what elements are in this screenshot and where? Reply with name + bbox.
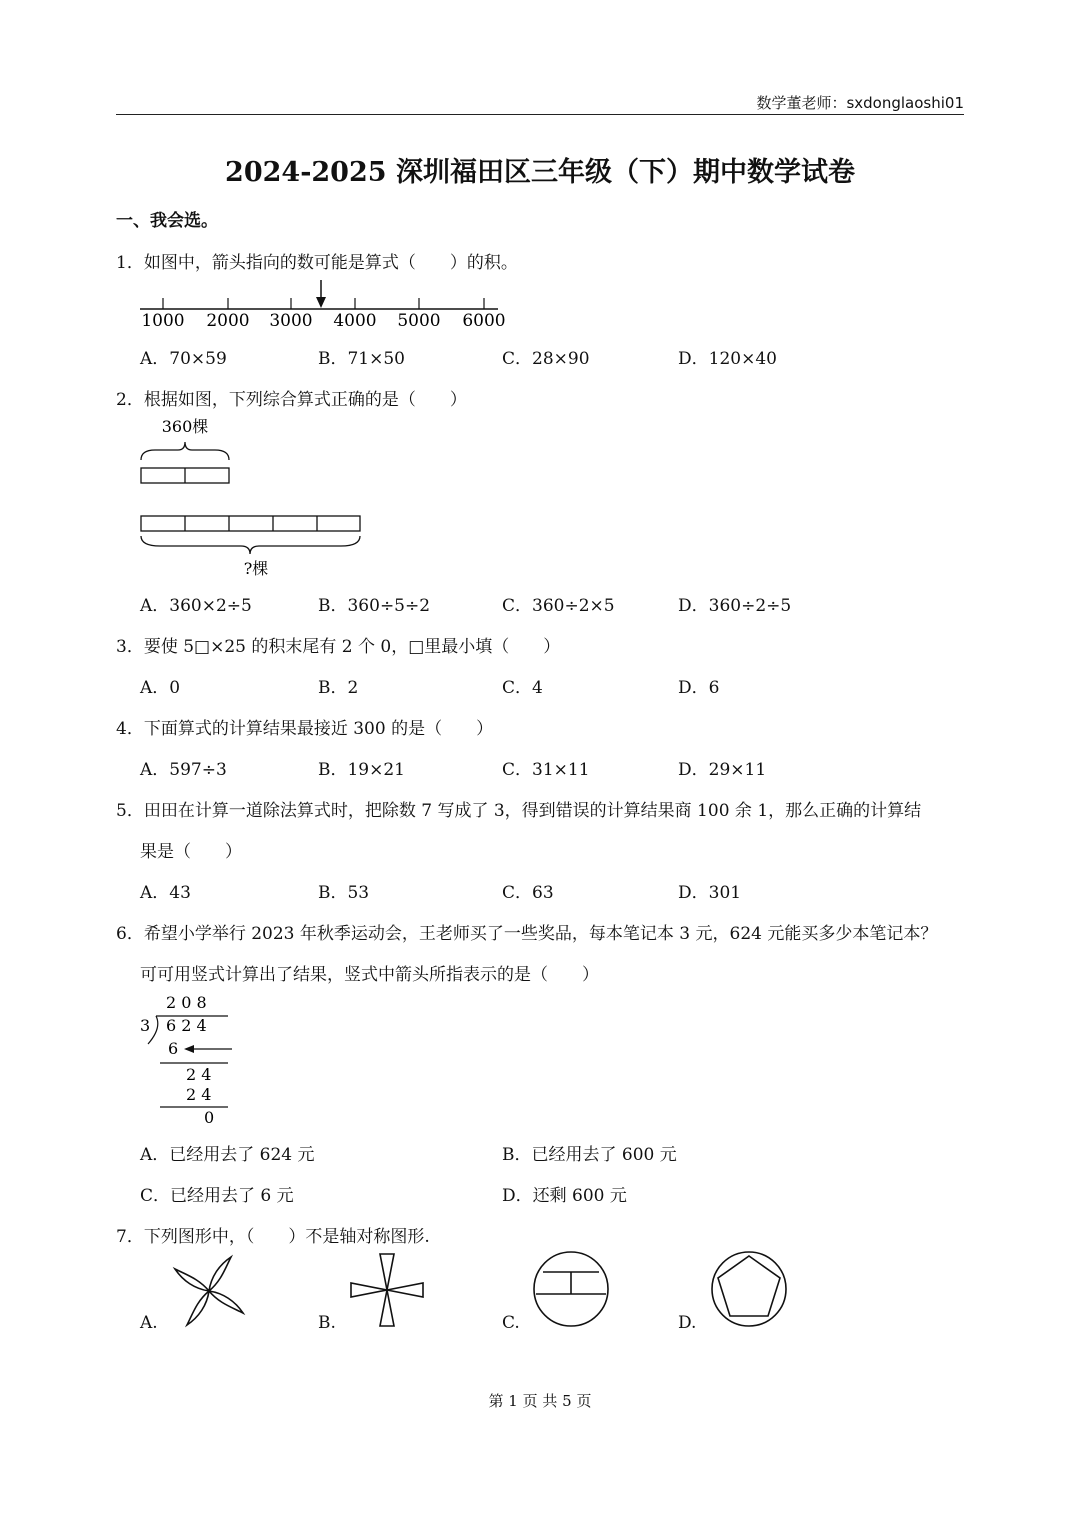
option-c[interactable]: C．63 [502,883,554,903]
option-c[interactable]: C. [502,1313,520,1333]
option-b[interactable]: B．360÷5÷2 [318,596,431,616]
option-a[interactable]: A．0 [140,678,181,698]
option-c[interactable]: C．31×11 [502,760,590,780]
tick-label: 4000 [333,311,377,330]
tick-label: 1000 [141,311,185,330]
option-a[interactable]: A．70×59 [140,349,227,369]
question-3: 3．要使 5□×25 的积末尾有 2 个 0，□里最小填（ ） [116,637,561,657]
step2-product: 2 4 [186,1085,212,1104]
tick-label: 2000 [206,311,250,330]
bottom-brace [141,536,360,554]
arrow-head-icon [316,297,326,308]
option-c[interactable]: C．4 [502,678,543,698]
question-6-continued: 可可用竖式计算出了结果，竖式中箭头所指表示的是（ ） [140,965,599,985]
top-brace [141,442,229,460]
option-d[interactable]: D．还剩 600 元 [502,1186,627,1206]
question-2: 2．根据如图，下列综合算式正确的是（ ） [116,390,467,410]
section-heading: 一、我会选。 [116,211,218,231]
option-c[interactable]: C．28×90 [502,349,590,369]
final-remainder: 0 [204,1108,215,1127]
bottom-bar-label: ?棵 [243,559,269,578]
option-d[interactable]: D．120×40 [678,349,777,369]
option-d[interactable]: D．29×11 [678,760,767,780]
option-b[interactable]: B．已经用去了 600 元 [502,1145,677,1165]
option-b[interactable]: B. [318,1313,336,1333]
option-d[interactable]: D．301 [678,883,742,903]
option-d[interactable]: D．360÷2÷5 [678,596,792,616]
header-divider [116,114,964,115]
tick-label: 5000 [397,311,441,330]
option-b[interactable]: B．71×50 [318,349,406,369]
pinwheel-shape-icon [168,1250,250,1332]
header-watermark: 数学董老师：sxdonglaoshi01 [756,94,964,112]
option-a[interactable]: A. [140,1313,158,1333]
question-7: 7．下列图形中，（ ）不是轴对称图形. [116,1227,430,1247]
question-5-continued: 果是（ ） [140,842,242,862]
tick-label: 3000 [269,311,313,330]
page-number: 第 1 页 共 5 页 [488,1392,592,1410]
page-title: 2024-2025 深圳福田区三年级（下）期中数学试卷 [225,157,855,188]
bar-model-figure [130,412,380,582]
long-division-figure [134,990,244,1128]
option-d[interactable]: D．6 [678,678,720,698]
divisor: 3 [140,1016,151,1035]
option-b[interactable]: B．2 [318,678,359,698]
dividend: 6 2 4 [166,1016,207,1035]
option-a[interactable]: A．已经用去了 624 元 [140,1145,315,1165]
bottom-bar [141,516,360,531]
option-a[interactable]: A．43 [140,883,191,903]
tick-label: 6000 [462,311,506,330]
quotient: 2 0 8 [166,993,207,1012]
option-c[interactable]: C．360÷2×5 [502,596,615,616]
option-c[interactable]: C．已经用去了 6 元 [140,1186,294,1206]
cross-triangles-shape-icon [346,1250,428,1332]
option-a[interactable]: A．597÷3 [140,760,227,780]
step1-product: 6 [168,1039,179,1058]
top-bar-label: 360棵 [161,417,209,436]
question-6: 6．希望小学举行 2023 年秋季运动会，王老师买了一些奖品，每本笔记本 3 元，624 元能买多少本笔记本？ [116,924,938,944]
question-5: 5．田田在计算一道除法算式时，把除数 7 写成了 3，得到错误的计算结果商 100 余 1，那么正确的计算结 [116,801,922,821]
left-arrow-icon [184,1045,194,1053]
option-d[interactable]: D. [678,1313,697,1333]
question-4: 4．下面算式的计算结果最接近 300 的是（ ） [116,719,494,739]
step2-remainder: 2 4 [186,1065,212,1084]
number-line-figure [130,278,510,330]
option-a[interactable]: A．360×2÷5 [140,596,252,616]
option-b[interactable]: B．19×21 [318,760,406,780]
circle-with-bars-shape-icon [530,1248,612,1330]
option-b[interactable]: B．53 [318,883,370,903]
question-1: 1．如图中，箭头指向的数可能是算式（ ）的积。 [116,253,518,273]
pentagon-in-circle-shape-icon [708,1248,790,1330]
